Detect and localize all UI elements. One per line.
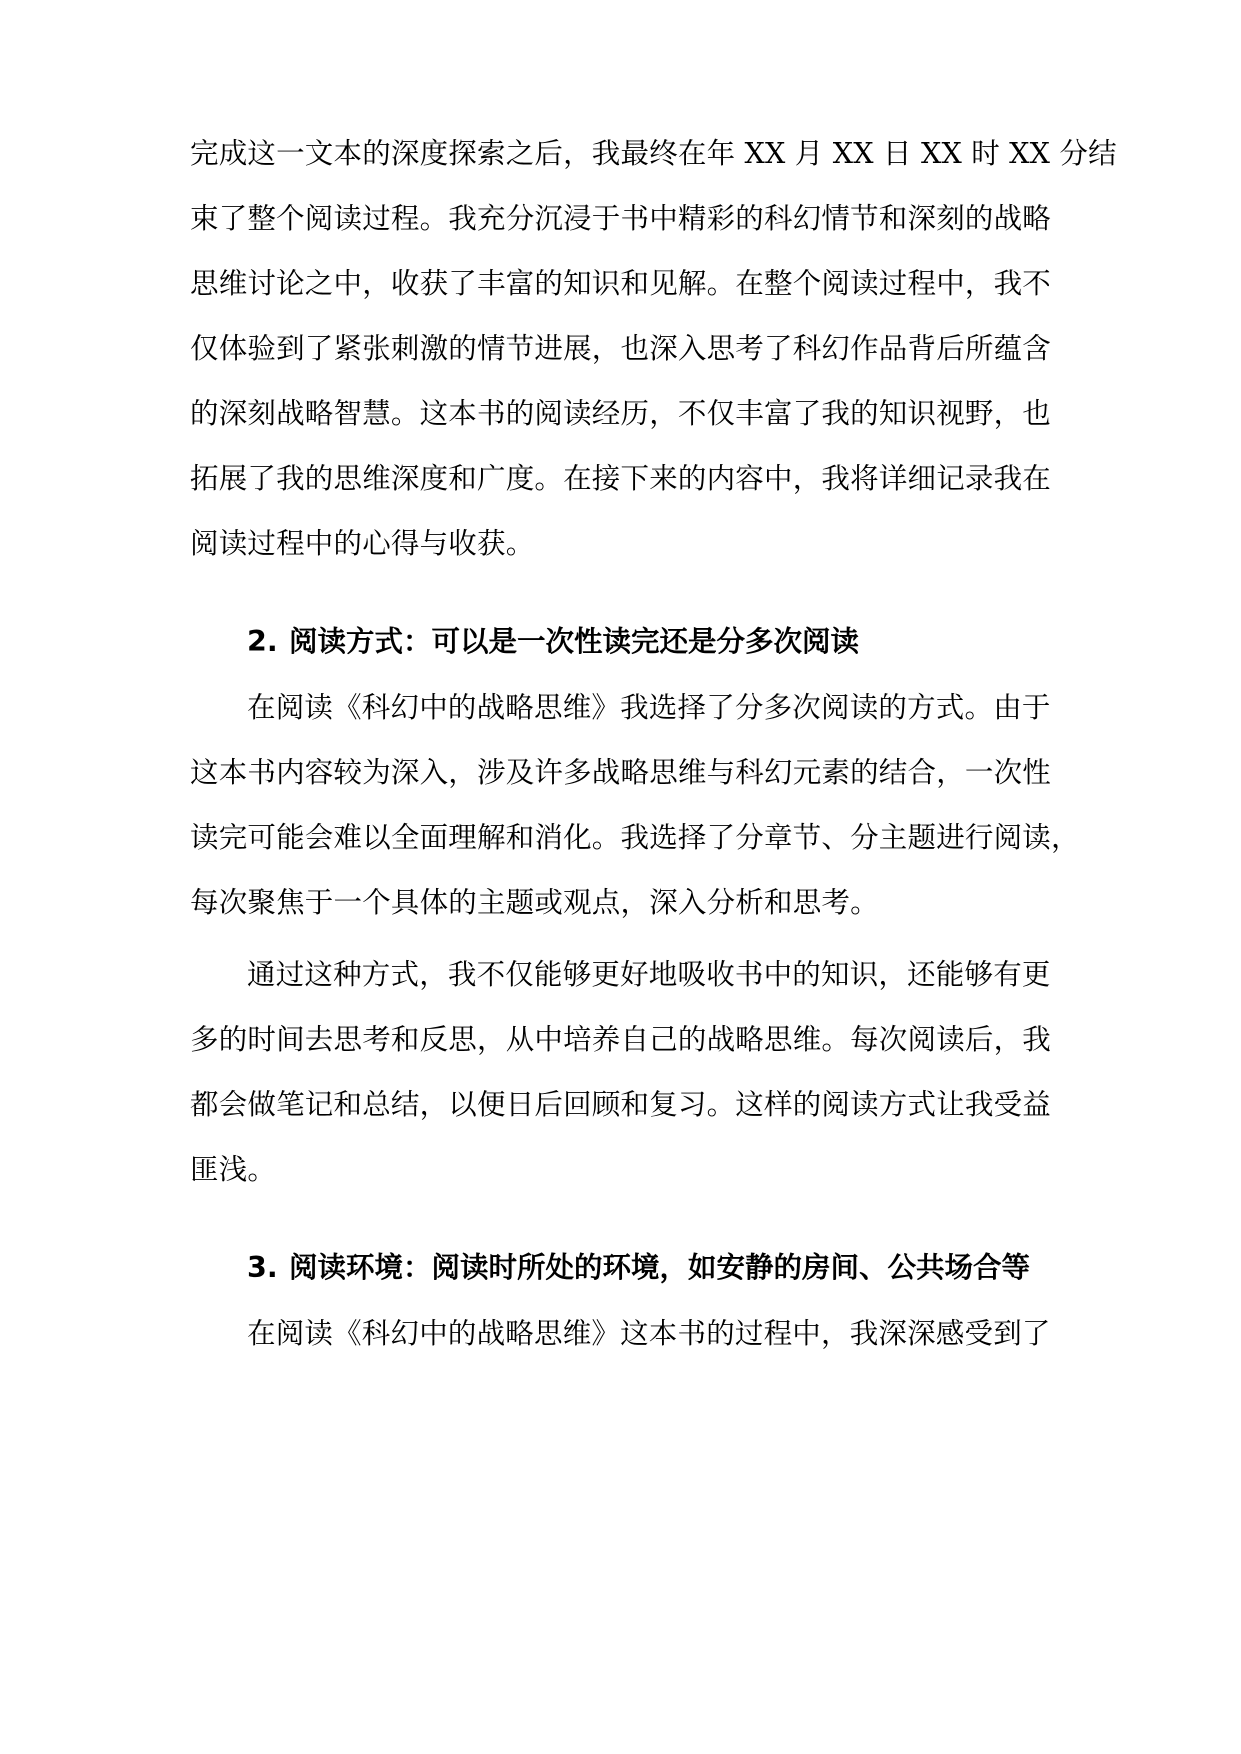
intro-line-7: 阅读过程中的心得与收获。	[190, 527, 535, 560]
section-3-para1-line-1: 在阅读《科幻中的战略思维》这本书的过程中，我深深感受到了	[247, 1317, 1051, 1350]
section-2-heading	[247, 622, 1050, 662]
section-2-para1-line-1: 在阅读《科幻中的战略思维》我选择了分多次阅读的方式。由于	[247, 691, 1051, 724]
intro-line-5: 的深刻战略智慧。这本书的阅读经历，不仅丰富了我的知识视野，也	[190, 397, 1052, 430]
section-2-para2-line-4: 匪浅。	[190, 1153, 277, 1186]
section-2-para2-line-2: 多的时间去思考和反思，从中培养自己的战略思维。每次阅读后，我	[190, 1023, 1052, 1056]
section-2-title: 阅读方式：可以是一次性读完还是分多次阅读	[289, 625, 860, 658]
intro-line-6: 拓展了我的思维深度和广度。在接下来的内容中，我将详细记录我在	[190, 462, 1052, 495]
section-3-title: 阅读环境：阅读时所处的环境，如安静的房间、公共场合等	[289, 1251, 1031, 1284]
section-3-heading	[247, 1248, 1050, 1288]
intro-line-2: 束了整个阅读过程。我充分沉浸于书中精彩的科幻情节和深刻的战略	[190, 202, 1052, 235]
section-2-para2-line-1: 通过这种方式，我不仅能够更好地吸收书中的知识，还能够有更	[247, 958, 1051, 991]
section-2-para1-line-3: 读完可能会难以全面理解和消化。我选择了分章节、分主题进行阅读，	[190, 821, 1080, 854]
intro-line-3: 思维讨论之中，收获了丰富的知识和见解。在整个阅读过程中，我不	[190, 267, 1052, 300]
intro-line-1: 完成这一文本的深度探索之后，我最终在年 XX 月 XX 日 XX 时 XX 分结	[190, 137, 1117, 170]
section-2-number: 2.	[247, 625, 278, 658]
section-2-para1-line-2: 这本书内容较为深入，涉及许多战略思维与科幻元素的结合，一次性	[190, 756, 1052, 789]
section-3-number: 3.	[247, 1251, 278, 1284]
section-2-para1-line-4: 每次聚焦于一个具体的主题或观点，深入分析和思考。	[190, 886, 879, 919]
section-2-para2-line-3: 都会做笔记和总结，以便日后回顾和复习。这样的阅读方式让我受益	[190, 1088, 1052, 1121]
intro-line-4: 仅体验到了紧张刺激的情节进展，也深入思考了科幻作品背后所蕴含	[190, 332, 1052, 365]
